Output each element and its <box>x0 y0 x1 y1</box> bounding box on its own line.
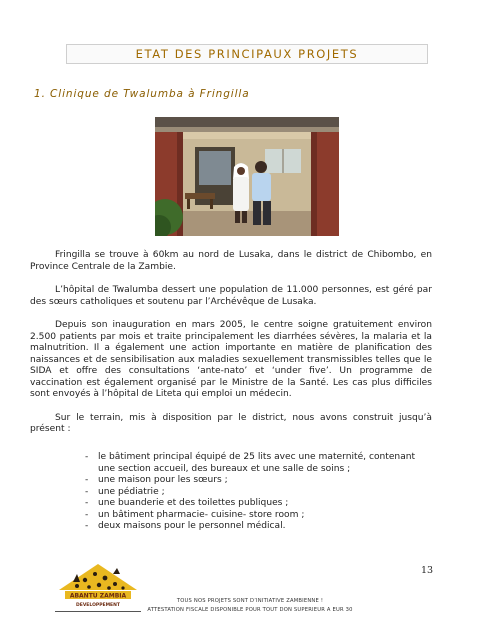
list-item: - deux maisons pour le personnel médical. <box>85 521 286 531</box>
paragraph-construction: Sur le terrain, mis à disposition par le district, nous avons construit jusqu’à présent : <box>30 412 432 434</box>
clinic-photo <box>155 117 339 236</box>
paragraph-activities: Depuis son inauguration en mars 2005, le centre soigne gratuitement environ 2.500 patients par mois et traite principalement les diarrhées sévères, la malaria et la malnutrition. Il a également une action importante en matière de planification des naissances et de sensibilisation aux maladies sexuellement transmissibles telles que le SIDA et offre des consultations ‘ante-nato’ et ‘under five’. Un programme de vaccination est également organisé par le Ministre de la Santé. Les cas plus difficiles sont envoyés à l’hôpital de Liteta qui emploi un médecin. <box>30 320 432 399</box>
logo-text: ABANTU ZAMBIA <box>69 592 127 600</box>
logo-subtext: DEVELOPPEMENT <box>76 603 120 608</box>
list-item: - une pédiatrie ; <box>85 486 165 497</box>
footer-line-1: TOUS NOS PROJETS SONT D’INITIATIVE ZAMBIENNE ! <box>176 598 324 604</box>
paragraph-population: L’hôpital de Twalumba dessert une population de 11.000 personnes, est géré par des sœurs catholiques et soutenu par l’Archévêque de Lusaka. <box>30 285 432 307</box>
page-title-box <box>66 44 428 64</box>
list-item: - un bâtiment pharmacie- cuisine- store room ; <box>85 509 305 520</box>
list-item: - le bâtiment principal équipé de 25 lits avec une maternité, contenant une section accueil, des bureaux et une salle de soins ; <box>85 452 416 474</box>
paragraph-location: Fringilla se trouve à 60km au nord de Lusaka, dans le district de Chibombo, en Province Centrale de la Zambie. <box>30 250 432 272</box>
list-item: - une maison pour les sœurs ; <box>85 475 228 485</box>
footer <box>120 597 380 615</box>
list-item: - une buanderie et des toilettes publiques ; <box>85 498 289 508</box>
footer-line-2: ATTESTATION FISCALE DISPONIBLE POUR TOUT DON SUPERIEUR A EUR 30 <box>147 607 353 613</box>
page-number: 13 <box>421 565 434 576</box>
section-heading: 1. Clinique de Twalumba à Fringilla <box>34 88 250 100</box>
body-text <box>30 250 432 448</box>
construction-list <box>85 452 435 533</box>
page-title: ETAT DES PRINCIPAUX PROJETS <box>135 47 359 61</box>
